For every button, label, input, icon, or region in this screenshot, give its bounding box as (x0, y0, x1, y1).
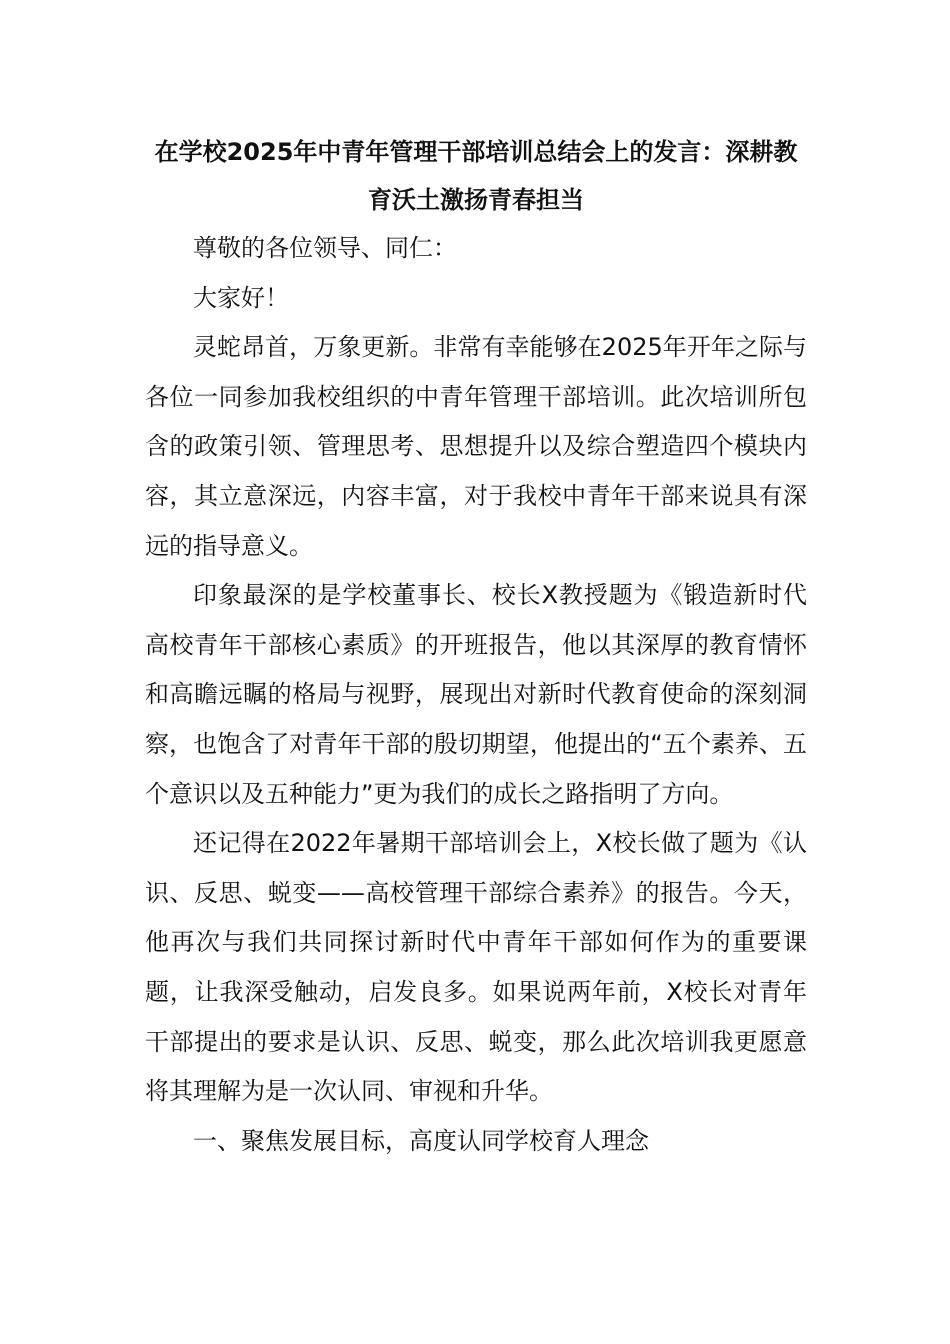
document-body (145, 128, 807, 1166)
greeting-paragraph: 大家好！ (193, 283, 289, 312)
document-title: 在学校2025年中青年管理干部培训总结会上的发言：深耕教育沃土激扬青春担当 (154, 138, 798, 214)
salutation-paragraph: 尊敬的各位领导、同仁： (193, 234, 457, 262)
body-paragraph: 灵蛇昂首，万象更新。非常有幸能够在2025年开年之际与各位一同参加我校组织的中青年管理干部培训。此次培训所包含的政策引领、管理思考、思想提升以及综合塑造四个模块内容，其立意深远，内容丰富，对于我校中青年干部来说具有深远的指导意义。 (145, 333, 807, 560)
section-heading: 一、聚焦发展目标，高度认同学校育人理念 (193, 1126, 649, 1155)
body-paragraph: 还记得在2022年暑期干部培训会上，X校长做了题为《认识、反思、蜕变——高校管理干部综合素养》的报告。今天，他再次与我们共同探讨新时代中青年干部如何作为的重要课题，让我深受触动，启发良多。如果说两年前，X校长对青年干部提出的要求是认识、反思、蜕变，那么此次培训我更愿意将其理解为是一次认同、审视和升华。 (145, 829, 807, 1106)
body-paragraph: 印象最深的是学校董事长、校长X教授题为《锻造新时代高校青年干部核心素质》的开班报告，他以其深厚的教育情怀和高瞻远瞩的格局与视野，展现出对新时代教育使命的深刻洞察，也饱含了对青年干部的殷切期望，他提出的“五个素养、五个意识以及五种能力”更为我们的成长之路指明了方向。 (145, 581, 807, 808)
